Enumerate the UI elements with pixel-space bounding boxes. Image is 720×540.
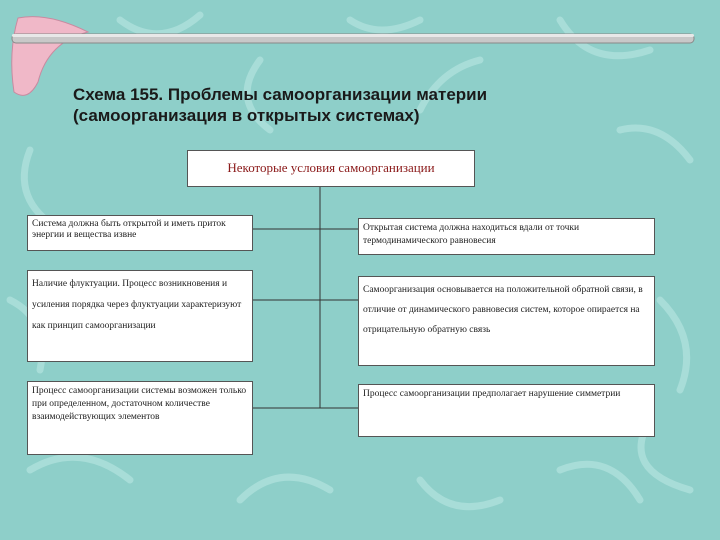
title-line-1: Схема 155. Проблемы самоорганизации материи — [73, 85, 488, 104]
right-box-3: Процесс самоорганизации предполагает нарушение симметрии — [358, 384, 655, 437]
header-box: Некоторые условия самоорганизации — [187, 150, 475, 187]
right-box-1: Открытая система должна находиться вдали от точки термодинамического равновесия — [358, 218, 655, 255]
left-box-1: Система должна быть открытой и иметь приток энергии и вещества извне — [27, 215, 253, 251]
left-box-2: Наличие флуктуации. Процесс возникновения и усиления порядка через флуктуации характеризуют как принцип самоорганизации — [27, 270, 253, 362]
right-box-2: Самоорганизация основывается на положительной обратной связи, в отличие от динамического равновесия систем, которое опирается на отрицательную обратную связь — [358, 276, 655, 366]
title-line-2: (самоорганизация в открытых системах) — [73, 106, 420, 125]
left-box-3: Процесс самоорганизации системы возможен только при определенном, достаточном количестве взаимодействующих элементов — [27, 381, 253, 455]
